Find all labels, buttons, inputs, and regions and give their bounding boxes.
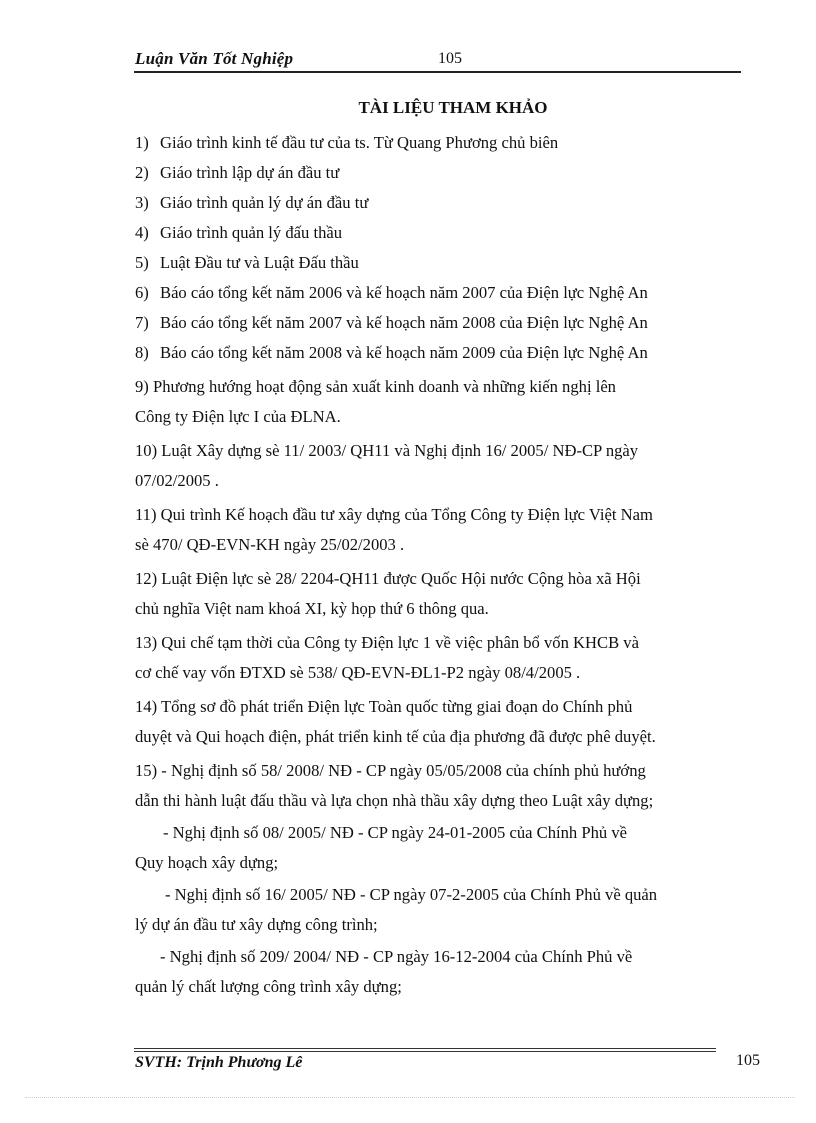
sub-reference-item — [135, 880, 745, 940]
reference-line: - Nghị định số 16/ 2005/ NĐ - CP ngày 07-2-2005 của Chính Phủ về quản — [165, 885, 658, 904]
footer-rule — [134, 1048, 716, 1049]
reference-item — [135, 188, 745, 218]
reference-line: - Nghị định số 08/ 2005/ NĐ - CP ngày 24-01-2005 của Chính Phủ về — [163, 823, 627, 842]
short-reference-list — [135, 128, 745, 368]
section-title: TÀI LIỆU THAM KHẢO — [358, 98, 548, 117]
reference-line: 12) Luật Điện lực sè 28/ 2204-QH11 được Quốc Hội nước Cộng hòa xã Hội — [135, 569, 641, 588]
header-title: Luận Văn Tốt Nghiệp — [135, 49, 294, 68]
reference-number: 3) — [135, 193, 149, 212]
header-page-number: 105 — [438, 50, 462, 67]
reference-number: 2) — [135, 163, 149, 182]
reference-line: - Nghị định số 209/ 2004/ NĐ - CP ngày 16-12-2004 của Chính Phủ về — [160, 947, 633, 966]
reference-text: Giáo trình kinh tế đầu tư của ts. Từ Quang Phương chủ biên — [160, 133, 559, 152]
reference-text: Báo cáo tổng kết năm 2007 và kế hoạch năm 2008 của Điện lực Nghệ An — [160, 313, 648, 332]
reference-number: 1) — [135, 133, 149, 152]
reference-item — [135, 338, 745, 368]
sub-reference-item — [135, 818, 745, 878]
footer-rule — [134, 1051, 716, 1052]
reference-line: 13) Qui chế tạm thời của Công ty Điện lực 1 về việc phân bổ vốn KHCB và — [135, 633, 639, 652]
reference-item — [135, 436, 745, 496]
reference-line: chủ nghĩa Việt nam khoá XI, kỳ họp thứ 6 thông qua. — [135, 599, 489, 618]
reference-line: 11) Qui trình Kế hoạch đầu tư xây dựng của Tổng Công ty Điện lực Việt Nam — [135, 505, 653, 524]
reference-line: quản lý chất lượng công trình xây dựng; — [135, 977, 402, 996]
reference-line: Công ty Điện lực I của ĐLNA. — [135, 407, 341, 426]
reference-item — [135, 308, 745, 338]
reference-line: cơ chế vay vốn ĐTXD sè 538/ QĐ-EVN-ĐL1-P2 ngày 08/4/2005 . — [135, 663, 581, 682]
reference-item — [135, 218, 745, 248]
reference-item — [135, 564, 745, 624]
reference-text: Báo cáo tổng kết năm 2008 và kế hoạch năm 2009 của Điện lực Nghệ An — [160, 343, 648, 362]
reference-number: 5) — [135, 253, 149, 272]
reference-number: 4) — [135, 223, 149, 242]
reference-item — [135, 372, 745, 432]
reference-line: sè 470/ QĐ-EVN-KH ngày 25/02/2003 . — [135, 535, 405, 554]
reference-list — [135, 128, 745, 1002]
reference-text: Giáo trình quản lý đấu thầu — [160, 223, 343, 242]
reference-item — [135, 692, 745, 752]
footer-page-number: 105 — [736, 1052, 760, 1069]
reference-number: 6) — [135, 283, 149, 302]
header-rule — [134, 71, 741, 73]
reference-text: Giáo trình quản lý dự án đầu tư — [160, 193, 369, 212]
reference-number: 8) — [135, 343, 149, 362]
reference-line: 10) Luật Xây dựng sè 11/ 2003/ QH11 và Nghị định 16/ 2005/ NĐ-CP ngày — [135, 441, 639, 460]
reference-line: dẫn thi hành luật đấu thầu và lựa chọn nhà thầu xây dựng theo Luật xây dựng; — [135, 791, 654, 810]
reference-item — [135, 128, 745, 158]
reference-line: duyệt và Qui hoạch điện, phát triển kinh tế của địa phương đã được phê duyệt. — [135, 727, 656, 746]
reference-line: 14) Tổng sơ đồ phát triển Điện lực Toàn quốc từng giai đoạn do Chính phủ — [135, 697, 633, 716]
page-edge-dotted-line — [25, 1097, 795, 1098]
reference-line: 07/02/2005 . — [135, 471, 219, 490]
reference-line: Quy hoạch xây dựng; — [135, 853, 279, 872]
reference-line: 9) Phương hướng hoạt động sản xuất kinh doanh và những kiến nghị lên — [135, 377, 616, 396]
reference-item — [135, 500, 745, 560]
footer-author: SVTH: Trịnh Phương Lê — [135, 1054, 303, 1071]
reference-item — [135, 248, 745, 278]
reference-number: 7) — [135, 313, 149, 332]
sub-reference-item — [135, 942, 745, 1002]
reference-item — [135, 756, 745, 816]
reference-text: Luật Đầu tư và Luật Đấu thầu — [160, 253, 359, 272]
reference-item — [135, 628, 745, 688]
reference-line: lý dự án đầu tư xây dựng công trình; — [135, 915, 378, 934]
reference-line: 15) - Nghị định số 58/ 2008/ NĐ - CP ngày 05/05/2008 của chính phủ hướng — [135, 761, 646, 780]
reference-text: Báo cáo tổng kết năm 2006 và kế hoạch năm 2007 của Điện lực Nghệ An — [160, 283, 648, 302]
reference-item — [135, 278, 745, 308]
reference-item — [135, 158, 745, 188]
reference-text: Giáo trình lập dự án đầu tư — [160, 163, 340, 182]
